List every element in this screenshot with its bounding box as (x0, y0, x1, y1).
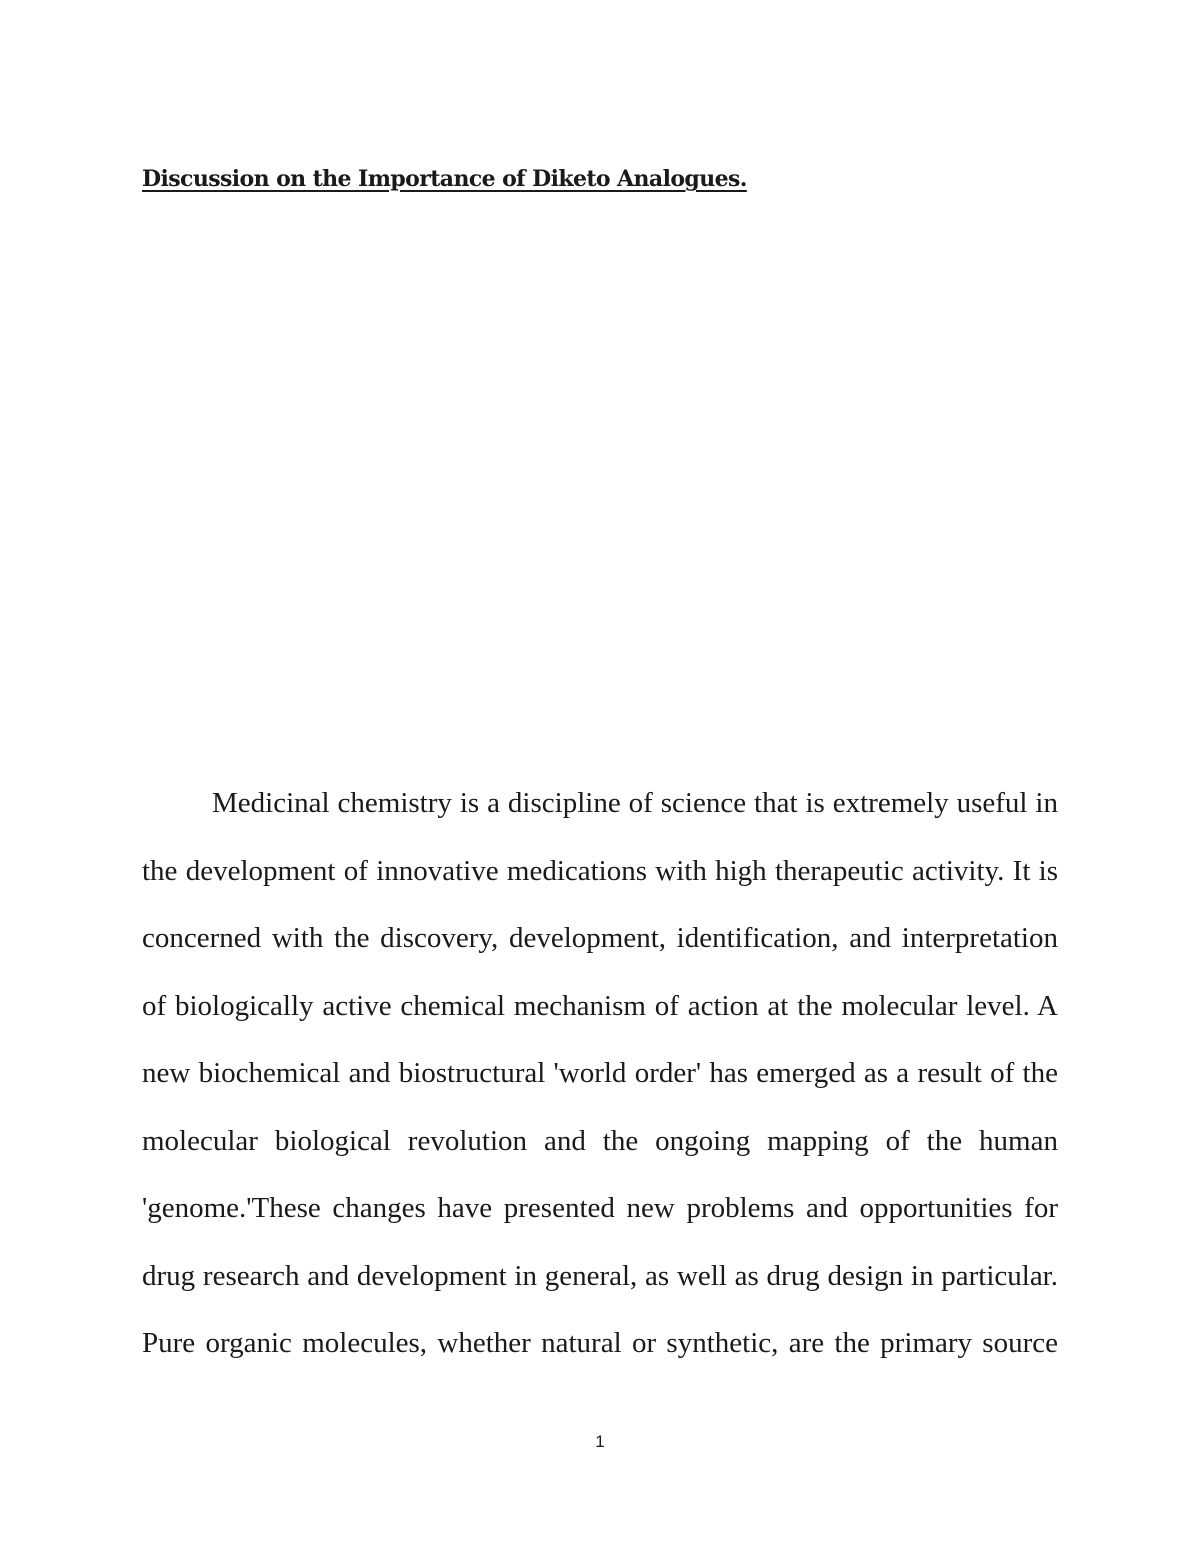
paragraph-line: drug research and development in general, as well as drug design in particular. (142, 1259, 1058, 1292)
paragraph-line: Pure organic molecules, whether natural or synthetic, are the primary source (142, 1327, 1058, 1359)
paragraph-line: molecular biological revolution and the ongoing mapping of the human (142, 1124, 1058, 1157)
page-number: 1 (595, 1432, 605, 1451)
paragraph-line: 'genome.'These changes have presented new problems and opportunities for (142, 1192, 1058, 1224)
paragraph-line: the development of innovative medications with high therapeutic activity. It is (142, 854, 1058, 887)
paragraph-line: concerned with the discovery, development, identification, and interpretation (142, 922, 1058, 954)
body-paragraph (142, 770, 1058, 1378)
paragraph-line: of biologically active chemical mechanism of action at the molecular level. A (142, 989, 1058, 1022)
paragraph-line: Medicinal chemistry is a discipline of science that is extremely useful in (212, 787, 1058, 819)
paragraph-line: new biochemical and biostructural 'world order' has emerged as a result of the (142, 1057, 1058, 1089)
document-title: Discussion on the Importance of Diketo Analogues. (142, 166, 747, 192)
